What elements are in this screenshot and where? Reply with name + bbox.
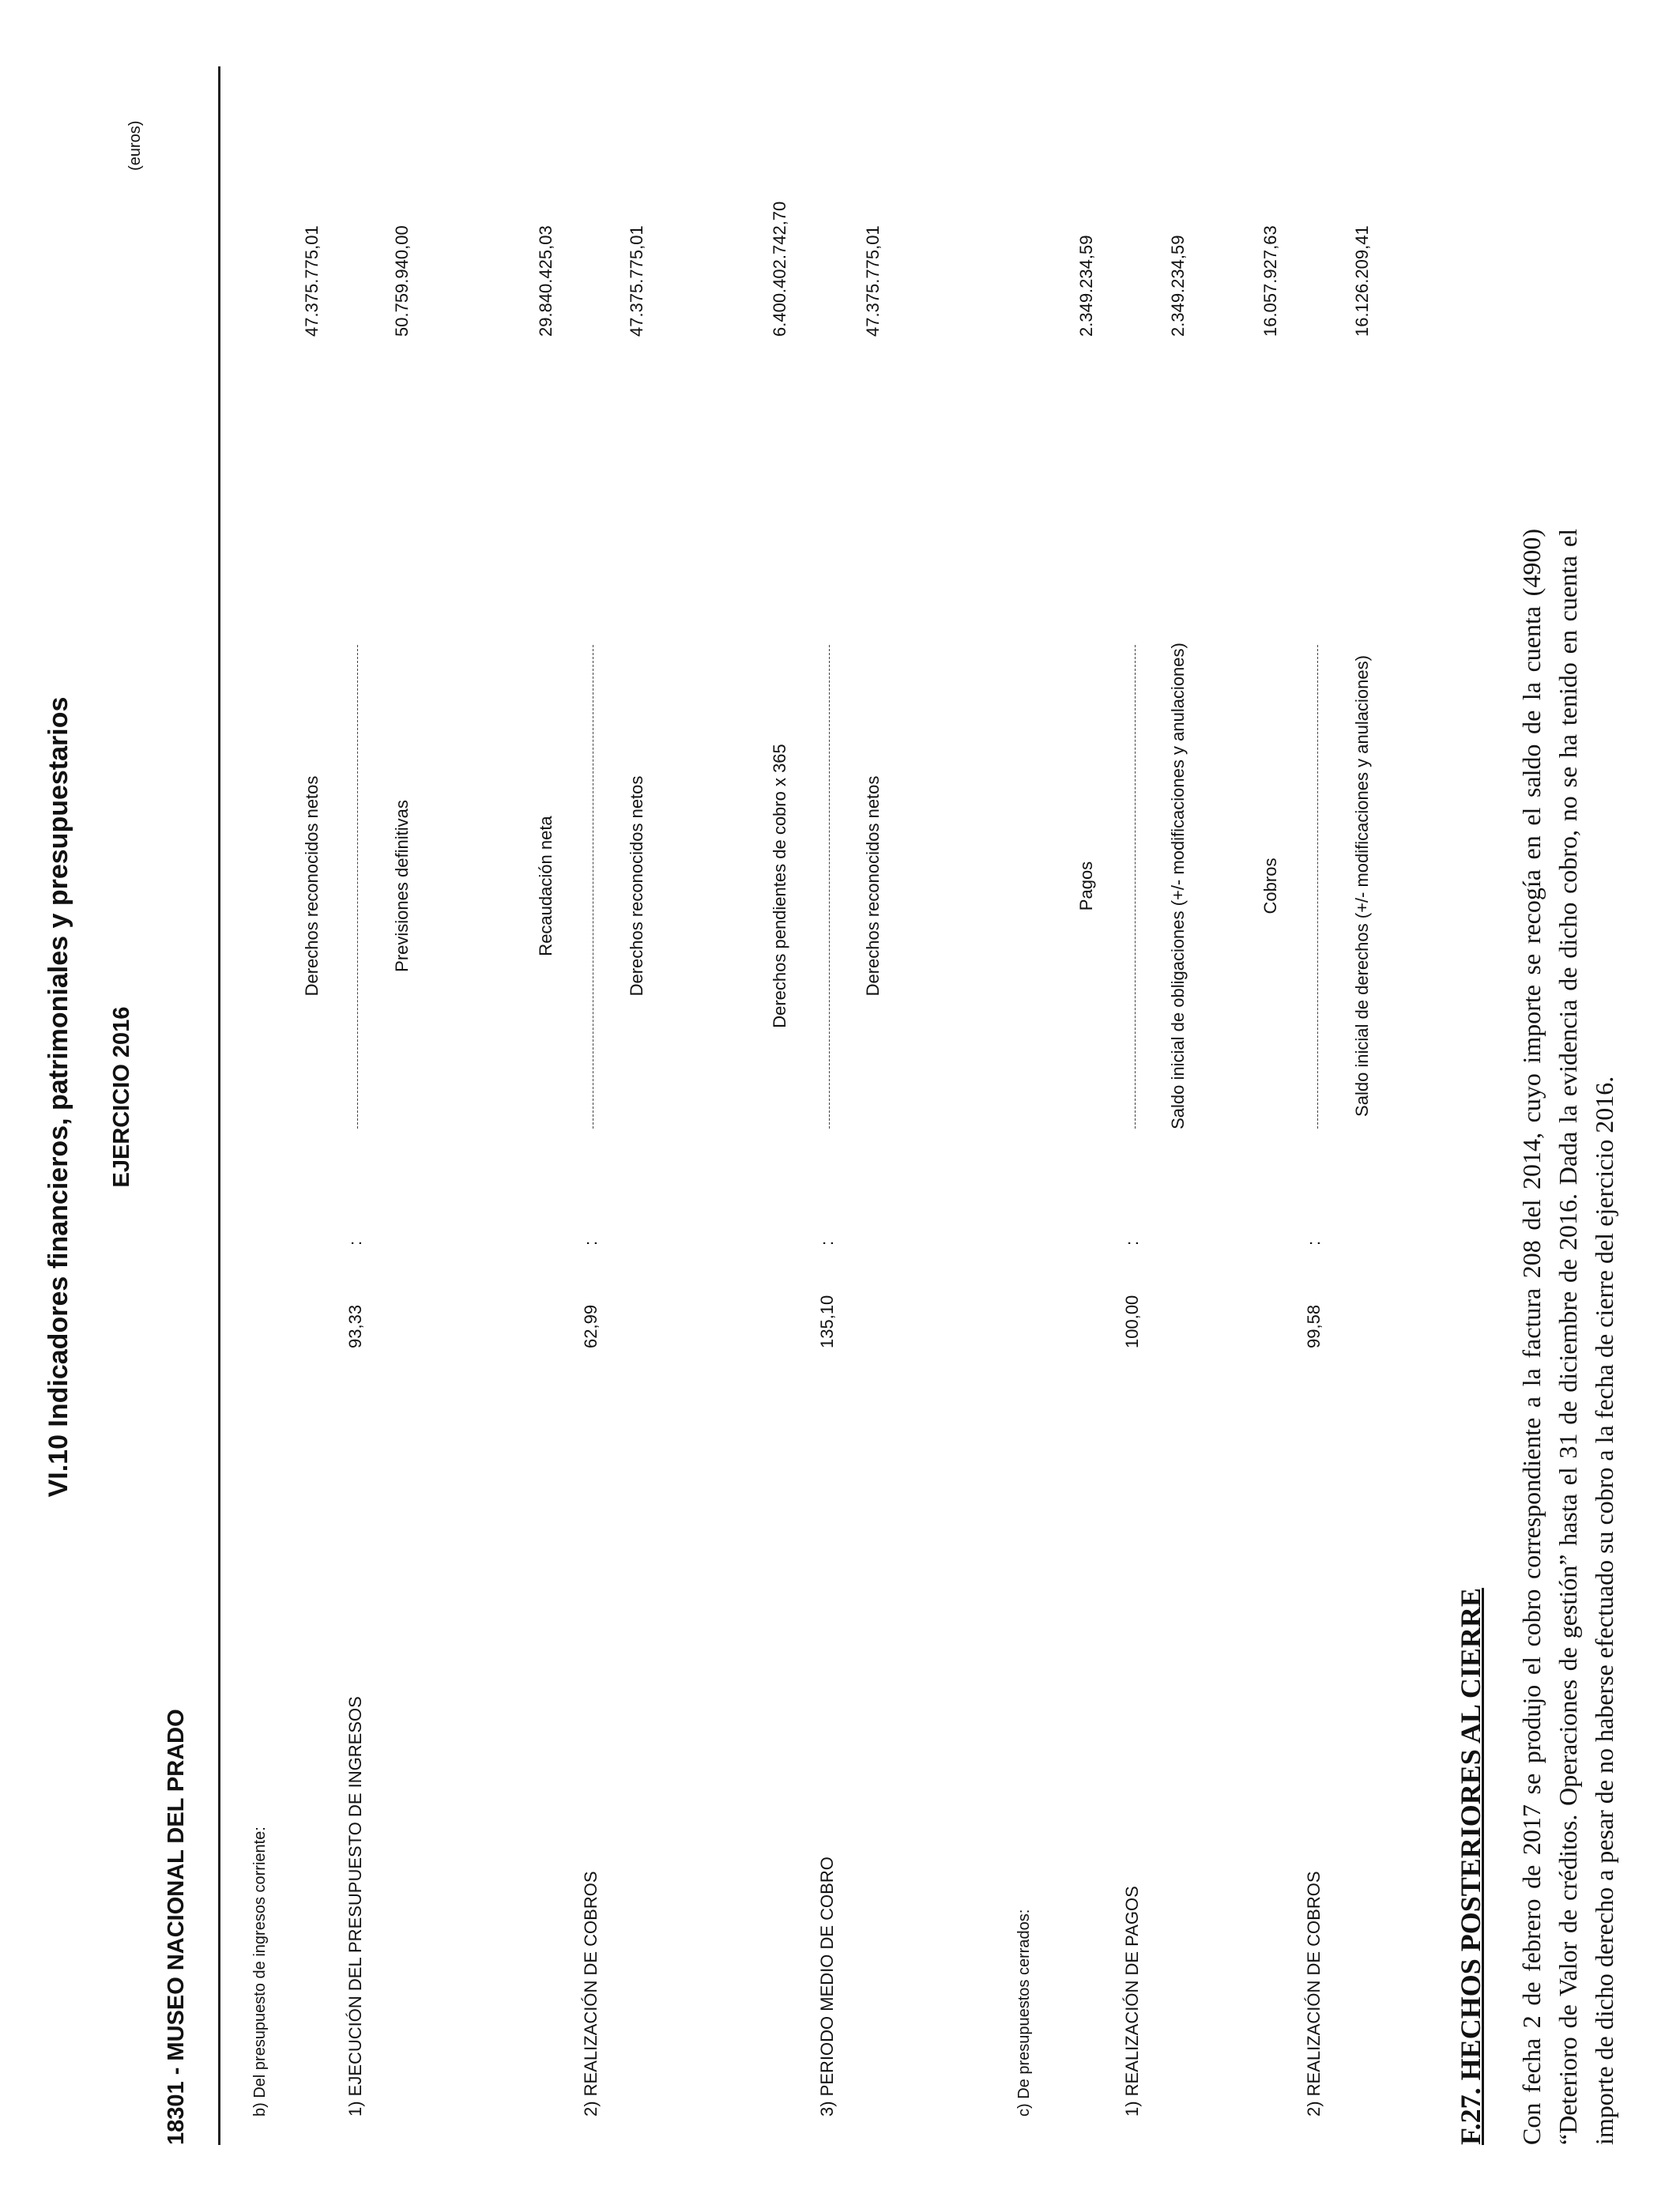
denominator-value: 47.375.775,01 [863,225,883,337]
indicator-colon: : [817,1240,837,1246]
fraction-line [1317,645,1318,1129]
denominator-value: 16.126.209,41 [1352,225,1372,337]
numerator-value: 16.057.927,63 [1260,225,1280,337]
numerator-value: 47.375.775,01 [302,225,322,337]
denominator-label: Saldo inicial de derechos (+/- modificaciones y anulaciones) [1352,655,1372,1117]
exercise-year: EJERCICIO 2016 [109,1006,134,1188]
numerator-value: 29.840.425,03 [536,225,556,337]
denominator-value: 50.759.940,00 [392,225,412,337]
denominator-value: 2.349.234,59 [1168,235,1188,337]
denominator-label: Derechos reconocidos netos [863,775,883,997]
indicator-colon: : [581,1240,601,1246]
section-heading: F.27. HECHOS POSTERIORES AL CIERRE [1455,1588,1486,2145]
page-title: VI.10 Indicadores financieros, patrimoniales y presupuestarios [43,696,73,1498]
denominator-label: Previsiones definitivas [392,800,412,972]
numerator-label: Pagos [1076,861,1096,911]
fraction-line [829,645,830,1129]
indicator-label: 3) PERIODO MEDIO DE COBRO [817,1857,837,2117]
indicator-percent: 135,10 [817,1295,837,1348]
numerator-value: 6.400.402.742,70 [770,201,789,337]
body-paragraph: Con fecha 2 de febrero de 2017 se produjo el cobro correspondiente a la factura 208 del 2014, cuyo importe se recogía en el saldo de la cuenta (4900) “Deterioro de Valor de créditos. Operaciones de gestión” hasta el 31 de diciembre de 2016. Dada la evidencia de dicho cobro, no se ha tenido en cuenta el importe de dicho derecho a pesar de no haberse efectuado su cobro a la fecha de cierre del ejercicio 2016. [1517,529,1618,2145]
indicator-percent: 100,00 [1122,1295,1142,1348]
indicator-colon: : [345,1240,365,1246]
indicator-label: 1) EJECUCIÓN DEL PRESUPUESTO DE INGRESOS [345,1696,365,2117]
indicator-label: 1) REALIZACIÓN DE PAGOS [1122,1886,1142,2117]
indicator-colon: : [1122,1240,1142,1246]
denominator-label: Derechos reconocidos netos [627,775,646,997]
numerator-label: Cobros [1260,858,1280,914]
indicator-percent: 99,58 [1304,1304,1324,1348]
section-c-title: c) De presupuestos cerrados: [1015,1909,1033,2117]
numerator-label: Derechos reconocidos netos [302,775,322,997]
fraction-line [357,645,358,1129]
section-b-title: b) Del presupuesto de ingresos corriente: [251,1826,269,2117]
indicator-percent: 93,33 [345,1304,365,1348]
currency-unit: (euros) [126,120,144,171]
numerator-label: Derechos pendientes de cobro x 365 [770,744,789,1028]
indicator-colon: : [1304,1240,1324,1246]
indicator-label: 2) REALIZACIÓN DE COBROS [1304,1871,1324,2117]
numerator-value: 2.349.234,59 [1076,235,1096,337]
denominator-label: Saldo inicial de obligaciones (+/- modificaciones y anulaciones) [1168,643,1188,1129]
numerator-label: Recaudación neta [536,816,556,956]
indicator-percent: 62,99 [581,1304,601,1348]
header-rule [218,66,220,2145]
fraction-line [1135,645,1136,1129]
indicator-label: 2) REALIZACIÓN DE COBROS [581,1871,601,2117]
entity-name: 18301 - MUSEO NACIONAL DEL PRADO [164,1709,189,2145]
denominator-value: 47.375.775,01 [627,225,646,337]
